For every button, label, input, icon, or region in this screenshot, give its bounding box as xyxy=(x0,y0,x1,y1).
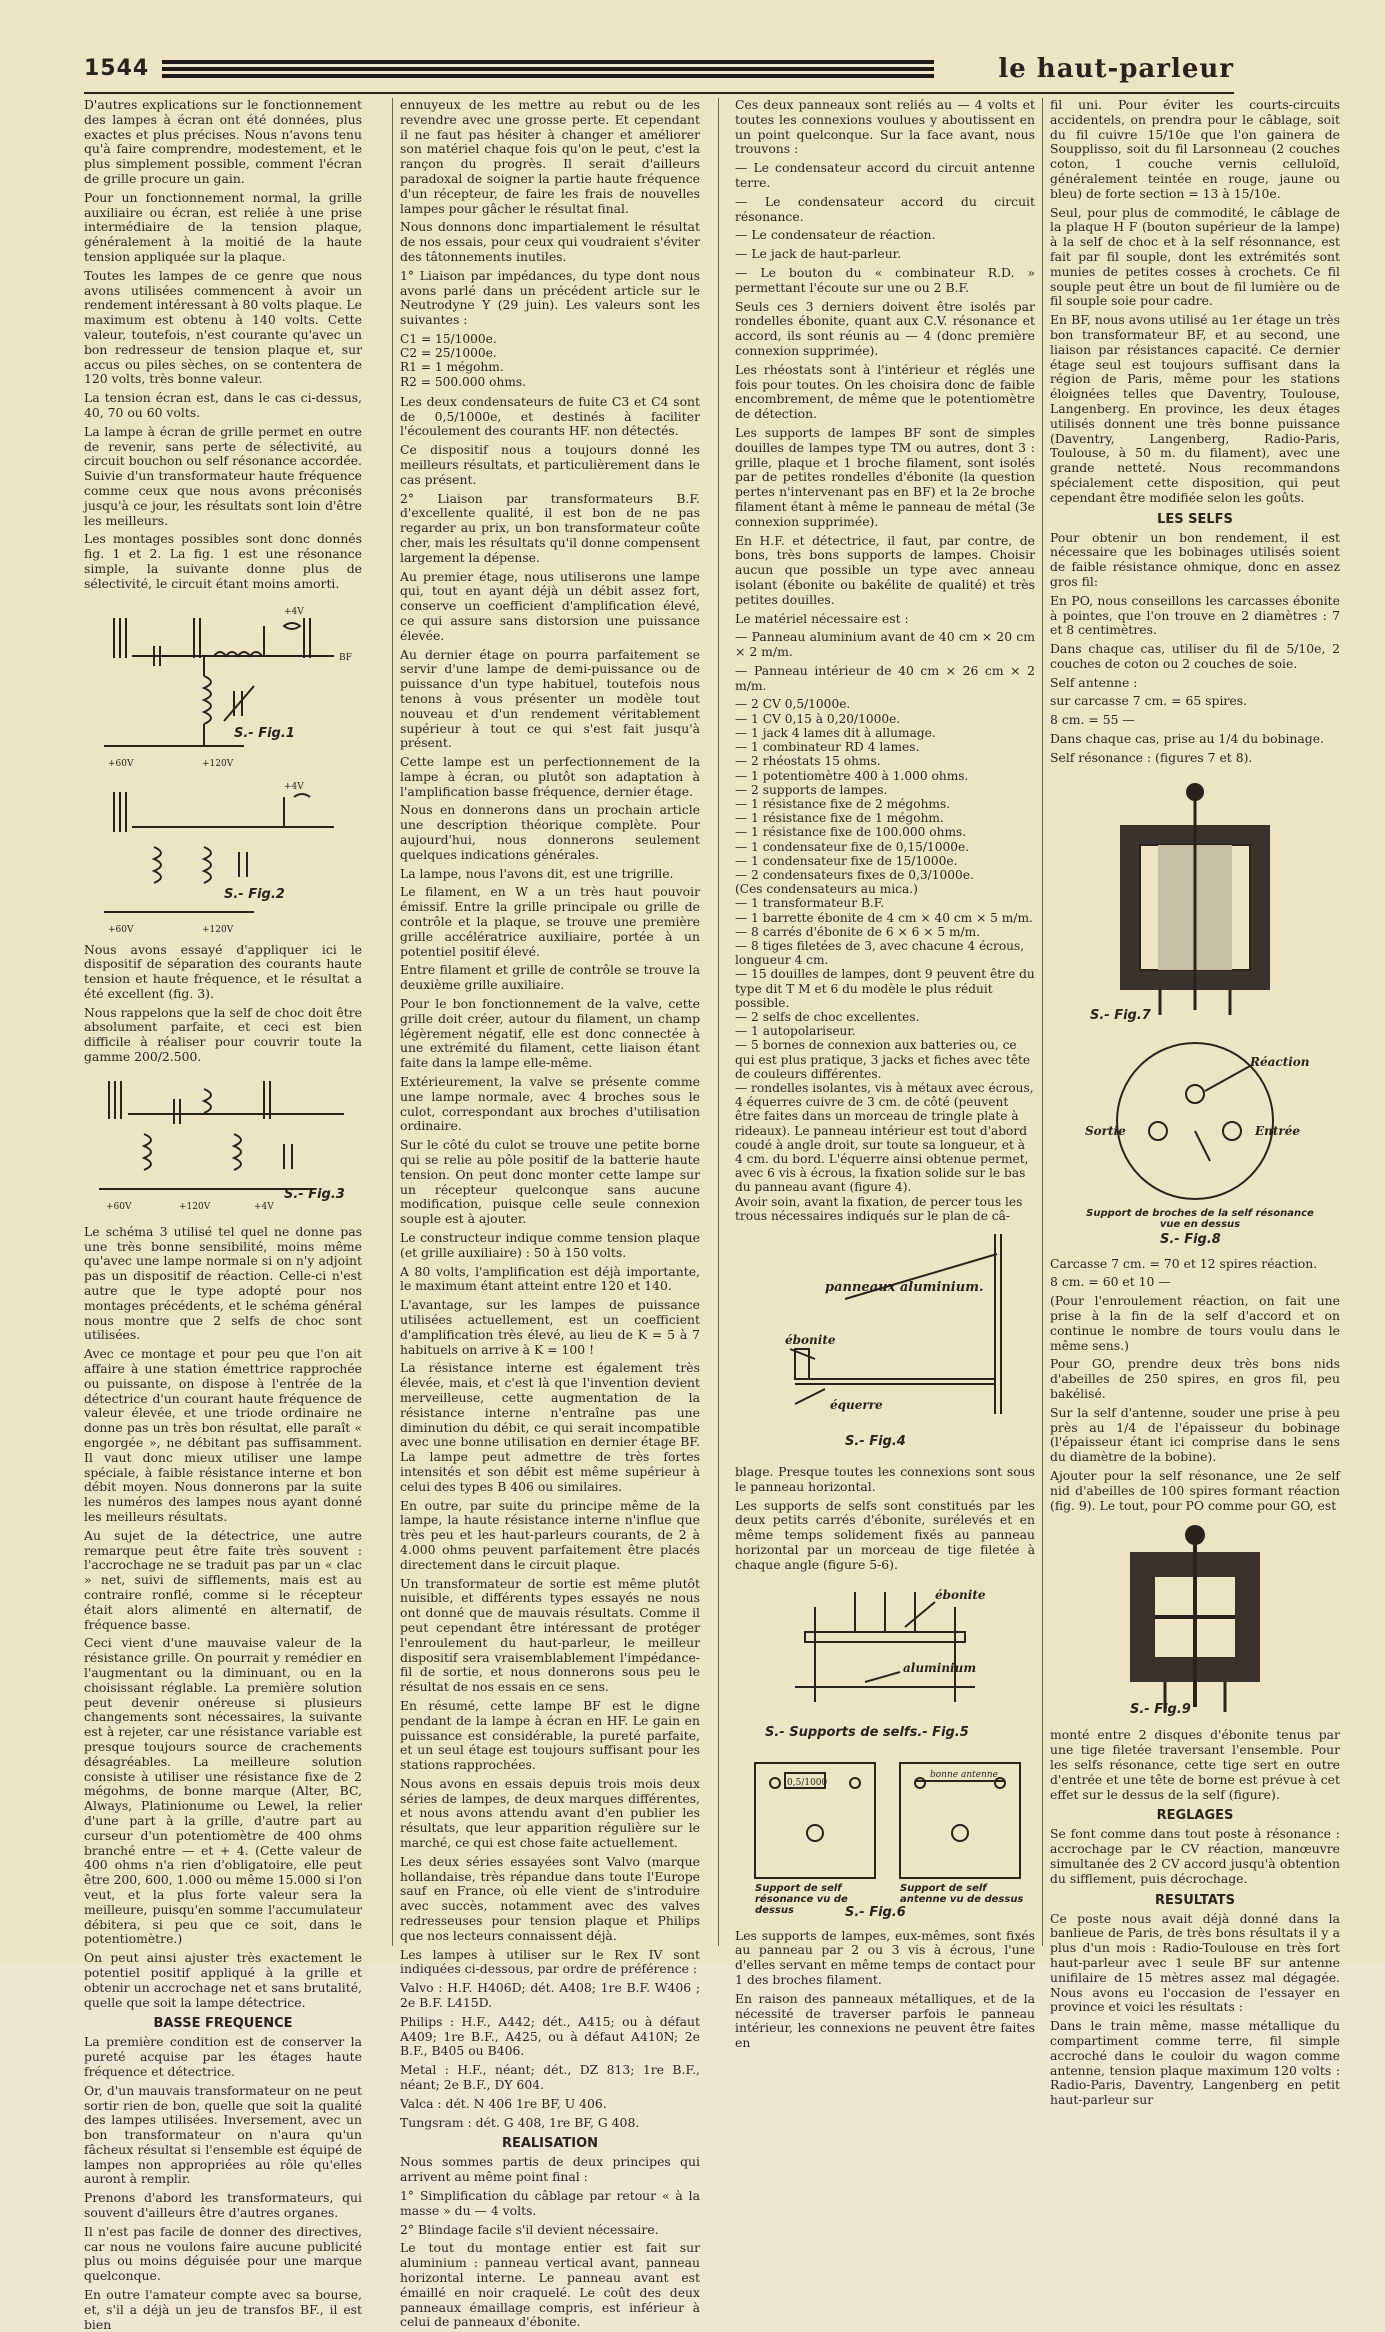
list-item: Avoir soin, avant la fixation, de percer tous les trous nécessaires indiqués sur le plan de câ- xyxy=(735,1194,1023,1223)
figure-label: équerre xyxy=(830,1398,883,1412)
figure-label: +60V xyxy=(106,1201,132,1212)
paragraph: Se font comme dans tout poste à résonance : accrochage par le CV réaction, manœuvre simultanée des 2 CV accord jusqu'à obtention du sifflement, puis décrochage. xyxy=(1050,1826,1340,1886)
paragraph: D'autres explications sur le fonctionnement des lampes à écran ont été données, plus exactes et plus précises. Nous n'avons tenu qu'à faire comprendre, modestement, et le plus simplement possible, comment l'écran de grille procure un gain. xyxy=(84,97,362,186)
paragraph: Nous rappelons que la self de choc doit être absolument parfaite, et ceci est bien difficile à réaliser pour couvrir toute la gamme 200/2.500. xyxy=(84,1004,362,1065)
figure-label: +4V xyxy=(254,1201,274,1212)
paragraph: Le matériel nécessaire est : xyxy=(735,610,909,626)
figure-1-schematic xyxy=(84,596,362,771)
list-item: — 1 barrette ébonite de 4 cm × 40 cm × 5 m/m. xyxy=(735,910,1033,925)
column-3 xyxy=(735,97,1035,2051)
list-item: — 15 douilles de lampes, dont 9 peuvent être du type dit T M et 6 du modèle le plus réduit possible. xyxy=(735,967,1035,1010)
paragraph: — Le condensateur accord du circuit résonance. xyxy=(735,193,1035,224)
paragraph: Sur le côté du culot se trouve une petite borne qui se relie au pôle positif de la batterie haute tension. On peut donc monter cette lampe sur un récepteur quelconque sans aucune modification, puisque celle seule connexion souple est à ajouter. xyxy=(400,1137,700,1227)
figure-label: aluminium xyxy=(903,1660,977,1675)
paragraph: — Le bouton du « combinateur R.D. » permettant l'écoute sur une ou 2 B.F. xyxy=(735,264,1035,295)
schematic-1-drawing xyxy=(84,596,362,771)
figure-label: ébonite xyxy=(935,1587,986,1602)
paragraph: Carcasse 7 cm. = 70 et 12 spires réaction. xyxy=(1050,1255,1318,1271)
paragraph: — Le jack de haut-parleur. xyxy=(735,246,902,262)
paragraph: Les supports de selfs sont constitués par les deux petits carrés d'ébonite, surélevés et en même temps solidement fixés au panneau horizontal par un morceau de tige filetée à chaque angle (figure 5-6). xyxy=(735,1497,1035,1572)
column-rule xyxy=(718,98,719,1946)
paragraph: sur carcasse 7 cm. = 65 spires. xyxy=(1050,693,1247,709)
figure-label: panneaux aluminium. xyxy=(825,1280,984,1295)
paragraph: Les deux condensateurs de fuite C3 et C4 sont de 0,5/1000e, et destinés à faciliter l'écoulement des courants HF. non détectés. xyxy=(400,393,700,439)
figure-label: Support de self résonance vu de dessus xyxy=(755,1882,848,1916)
paragraph: Seuls ces 3 derniers doivent être isolés par rondelles ébonite, quant aux C.V. résonance et accord, ils sont réunis au — 4 (donc première connexion supprimée). xyxy=(735,298,1035,358)
paragraph: Dans le train même, masse métallique du compartiment comme terre, fil simple accroché dans le couloir du wagon comme antenne, tension plaque maximum 120 volts : Radio-Paris, Daventry, Langenberg en petit haut-parleur sur xyxy=(1050,2018,1340,2108)
list-item: — 2 rhéostats 15 ohms. xyxy=(735,754,881,769)
figure-2-schematic xyxy=(84,777,362,937)
paragraph: La lampe, nous l'avons dit, est une trigrille. xyxy=(400,865,674,881)
list-item: — 2 condensateurs fixes de 0,3/1000e. xyxy=(735,867,974,882)
list-item: — 1 résistance fixe de 1 mégohm. xyxy=(735,811,944,826)
section-heading: REGLAGES xyxy=(1156,1808,1234,1824)
list-item: — 2 CV 0,5/1000e. xyxy=(735,697,851,712)
paragraph: Les lampes à utiliser sur le Rex IV sont indiquées ci-dessous, par ordre de préférence : xyxy=(400,1946,700,1977)
paragraph: (Pour l'enroulement réaction, on fait une prise à la fin de la self d'accord et on continue le nombre de tours voulu dans le même sens.) xyxy=(1050,1293,1340,1353)
paragraph: Philips : H.F., A442; dét., A415; ou à défaut A409; 1re B.F., A425, ou à défaut A410N; 2e B.F., B405 ou B406. xyxy=(400,2013,700,2059)
paragraph: Self antenne : xyxy=(1050,674,1138,690)
panel-drawing xyxy=(735,1229,1035,1459)
paragraph: Or, d'un mauvais transformateur on ne peut sortir rien de bon, quelle que soit la qualité des lampes utilisées. Inversement, avec un bon transformateur on n'aura qu'un fâcheux résultat si l'ensemble est équipé de lampes non appropriées au rôle qu'elles auront à remplir. xyxy=(84,2082,362,2187)
column-1 xyxy=(84,97,362,2332)
list-item: C2 = 25/1000e. xyxy=(400,346,497,361)
header-band xyxy=(162,60,934,80)
paragraph: Le constructeur indique comme tension plaque (et grille auxiliaire) : 50 à 150 volts. xyxy=(400,1230,700,1260)
paragraph: Ce dispositif nous a toujours donné les meilleurs résultats, et particulièrement dans le cas présent. xyxy=(400,442,700,487)
figure-label: +4V xyxy=(284,606,304,617)
figure-caption: S.- Fig.7 xyxy=(1090,1007,1151,1023)
paragraph: Les supports de lampes BF sont de simples douilles de lampes type TM ou autres, dont 3 : grille, plaque et 1 broche filament, sont isolés par de petites rondelles d'ébonite (la question pertes n'intervenant pas en BF) et la 2e broche filament étant à même le panneau de métal (3e connexion supprimée). xyxy=(735,424,1035,529)
paragraph: 8 cm. = 55 — xyxy=(1050,712,1135,728)
paragraph: — Panneau aluminium avant de 40 cm × 20 cm × 2 m/m. xyxy=(735,629,1035,660)
header-rule xyxy=(84,92,1234,94)
paragraph: En BF, nous avons utilisé au 1er étage un très bon transformateur BF, et au second, une liaison par résistances capacité. Ce dernier étage seul est toujours suffisant dans la région de Paris, même pour les stations éloignées telles que Daventry, Toulouse, Langenberg. En province, les deux étages utilisés donnent une très bonne puissance (Daventry, Langenberg, Radio-Paris, Toulouse, à 50 m. du filament), avec une grande netteté. Nous recommandons spécialement cette disposition, qui peut cependant être modifiée selon les goûts. xyxy=(1050,312,1340,505)
paragraph: Prenons d'abord les transformateurs, qui souvent d'ailleurs être d'autres organes. xyxy=(84,2190,362,2221)
paragraph: Nous donnons donc impartialement le résultat de nos essais, pour ceux qui voudraient s'éviter des tâtonnements inutiles. xyxy=(400,219,700,264)
paragraph: Pour un fonctionnement normal, la grille auxiliaire ou écran, est reliée à une prise intermédiaire de la tension plaque, généralement à la moitié de la haute tension appliquée sur la plaque. xyxy=(84,189,362,264)
paragraph: Dans chaque cas, utiliser du fil de 5/10e, 2 couches de coton ou 2 couches de soie. xyxy=(1050,641,1340,671)
paragraph: Nous sommes partis de deux principes qui arrivent au même point final : xyxy=(400,2154,700,2185)
list-item: R1 = 1 mégohm. xyxy=(400,360,504,375)
paragraph: Tungsram : dét. G 408, 1re BF, G 408. xyxy=(400,2114,640,2130)
list-item: (Ces condensateurs au mica.) xyxy=(735,882,918,897)
list-item: — 1 CV 0,15 à 0,20/1000e. xyxy=(735,711,901,726)
section-heading: REALISATION xyxy=(501,2136,599,2152)
figure-5-self-supports xyxy=(735,1577,1035,1747)
list-item: — 1 condensateur fixe de 0,15/1000e. xyxy=(735,839,970,854)
socket-diagram-drawing xyxy=(1050,1036,1340,1206)
figure-6-supports-top-view xyxy=(735,1753,1035,1923)
paragraph: L'avantage, sur les lampes de puissance utilisées actuellement, est un coefficient d'amplification très élevé, au lieu de K = 5 à 7 habituels on arrive à K = 100 ! xyxy=(400,1297,700,1357)
section-heading: LES SELFS xyxy=(1157,511,1233,527)
paragraph: Nous en donnerons dans un prochain article une description théorique complète. Pour aujourd'hui, nous donnerons seulement quelques indications générales. xyxy=(400,802,700,862)
paragraph: Cette lampe est un perfectionnement de la lampe à écran, ou plutôt son adaptation à l'amplification basse fréquence, dernier étage. xyxy=(400,754,700,799)
list-item: — 1 condensateur fixe de 15/1000e. xyxy=(735,853,958,868)
paragraph: Au sujet de la détectrice, une autre remarque peut être faite très souvent : l'accrochage ne se traduit pas par un « clac » net, suivi de sifflements, mais est au contraire ronflé, comme si le récepteur était alors alimenté en alternatif, de fréquence basse. xyxy=(84,1527,362,1632)
component-values xyxy=(400,332,700,389)
paragraph: Entre filament et grille de contrôle se trouve la deuxième grille auxiliaire. xyxy=(400,962,700,993)
paragraph: 1° Simplification du câblage par retour « à la masse » du — 4 volts. xyxy=(400,2188,700,2218)
figure-caption: S.- Fig.8 xyxy=(1160,1231,1221,1247)
magazine-title: le haut-parleur xyxy=(998,54,1234,84)
list-item: — 1 résistance fixe de 100.000 ohms. xyxy=(735,825,967,840)
list-item: C1 = 15/1000e. xyxy=(400,331,497,346)
paragraph: Avec ce montage et pour peu que l'on ait affaire à une station émettrice rapprochée ou puissante, on dispose à l'entrée de la détectrice d'un courant haute fréquence de valeur élevée, et une triode ordinaire ne donne pas un très bon résultat, elle paraît « engorgée », ne débitant pas suffisamment. Il vaut donc mieux utiliser une lampe spéciale, à faible résistance interne et bon débit moyen. Nous donnerons par la suite les numéros des lampes nous ayant donné les meilleurs résultats. xyxy=(84,1346,362,1525)
figure-label: Réaction xyxy=(1250,1054,1310,1069)
figure-caption: S.- Fig.2 xyxy=(224,886,285,902)
paragraph: blage. Presque toutes les connexions sont sous le panneau horizontal. xyxy=(735,1464,1035,1494)
paragraph: Ceci vient d'une mauvaise valeur de la résistance grille. On pourrait y remédier en l'augmentant ou la diminuant, ou en la choisissant réglable. La première solution peut devenir onéreuse si plusieurs changements sont nécessaires, la suivante est à rejeter, car une résistance variable est presque toujours source de crachements désagréables. La meilleure solution consiste à utiliser une résistance fixe de 2 mégohms, de bonne marque (Alter, BC, Always, Platinionume ou Lewel, la relier d'une part à la grille, d'autre part au curseur d'un potentiomètre de 400 ohms branché entre — et + 4. (Cette valeur de 400 ohms n'a rien d'obligatoire, elle peut être 200, 600, 1.000 ou même 15.000 si l'on veut, et la plus forte valeur sera la meilleure, puisqu'en somme l'accumulateur débitera, si peu que ce soit, dans le potentiomètre.) xyxy=(84,1635,362,1947)
paragraph: Valca : dét. N 406 1re BF, U 406. xyxy=(400,2095,607,2111)
paragraph: 1° Liaison par impédances, du type dont nous avons parlé dans un précédent article sur le Neutrodyne Y (29 juin). Les valeurs sont les suivantes : xyxy=(400,267,700,328)
supports-top-view-drawing xyxy=(735,1753,1035,1883)
paragraph: — Le condensateur de réaction. xyxy=(735,227,936,243)
figure-label: Support de broches de la self résonance vue en dessus xyxy=(1086,1207,1314,1230)
paragraph: 8 cm. = 60 et 10 — xyxy=(1050,1274,1171,1290)
figure-label: Sortie xyxy=(1085,1123,1126,1138)
list-item: — 8 tiges filetées de 3, avec chacune 4 écrous, longueur 4 cm. xyxy=(735,938,1025,968)
column-4 xyxy=(1050,97,1340,2108)
honeycomb-coil-drawing xyxy=(1050,1517,1340,1722)
paragraph: Les rhéostats sont à l'intérieur et réglés une fois pour toutes. On les choisira donc de faible encombrement, de même que le potentiomètre de détection. xyxy=(735,361,1035,422)
paragraph: Seul, pour plus de commodité, le câblage de la plaque H F (bouton supérieur de la lampe) à la self de choc et à la self résonnance, est fait par fil souple, dont les extrémités sont munies de petites cosses à crochets. Ce fil souple peut être un bout de fil lumière ou de fil souple soie pour cadre. xyxy=(1050,204,1340,309)
paragraph: Ce poste nous avait déjà donné dans la banlieue de Paris, de très bons résultats il y a plus d'un mois : Radio-Toulouse en très fort haut-parleur avec 1 seule BF sur antenne unifilaire de 15 mètres assez mal dégagée. Nous avons eu l'occasion de l'essayer en province et voici les résultats : xyxy=(1050,1910,1340,2015)
paragraph: Pour GO, prendre deux très bons nids d'abeilles de 250 spires, en gros fil, peu bakélisé. xyxy=(1050,1356,1340,1402)
figure-3-schematic xyxy=(84,1069,362,1219)
paragraph: Ces deux panneaux sont reliés au — 4 volts et toutes les connexions voulues y aboutissent en un point quelconque. Sur la face avant, nous trouvons : xyxy=(735,97,1035,157)
figure-label: +4V xyxy=(284,781,304,792)
paragraph: 2° Blindage facile s'il devient nécessaire. xyxy=(400,2221,659,2237)
paragraph: fil uni. Pour éviter les courts-circuits accidentels, on prendra pour le câblage, soit du fil cuivre 15/10e que l'on gainera de Soupplisso, soit du fil Larsonneau (2 couches coton, 1 couche vernis celluloïd, généralement teintée en rouge, jaune ou bleu) de forte section = 13 à 15/10e. xyxy=(1050,97,1340,201)
paragraph: Ajouter pour la self résonance, une 2e self nid d'abeilles de 100 spires formant réaction (fig. 9). Le tout, pour PO comme pour GO, est xyxy=(1050,1468,1340,1513)
figure-label: Entrée xyxy=(1255,1123,1301,1138)
paragraph: Les deux séries essayées sont Valvo (marque hollandaise, très répandue dans toute l'Europe sauf en France, où elle vient de s'introduire avec succès, notamment avec des valves redresseuses pour tension plaque et Philips que nos lecteurs connaissent déjà. xyxy=(400,1853,700,1943)
paragraph: Self résonance : (figures 7 et 8). xyxy=(1050,749,1253,765)
figure-caption: S.- Fig.3 xyxy=(284,1186,345,1202)
figure-caption: S.- Supports de selfs.- Fig.5 xyxy=(765,1724,969,1740)
section-heading: RESULTATS xyxy=(1154,1892,1236,1908)
paragraph: Il n'est pas facile de donner des directives, car nous ne voulons faire aucune publicité plus ou moins déguisée pour une marque quelconque. xyxy=(84,2223,362,2284)
paragraph: Au premier étage, nous utiliserons une lampe qui, tout en ayant déjà un débit assez fort, conserve un coefficient d'amplification élevé, ce qui assure sans distorsion une puissance élevée. xyxy=(400,568,700,643)
figure-caption: S.- Fig.4 xyxy=(845,1434,906,1449)
paragraph: — Le condensateur accord du circuit antenne terre. xyxy=(735,160,1035,190)
paragraph: La première condition est de conserver la pureté acquise par les étages haute fréquence et détectrice. xyxy=(84,2034,362,2079)
column-rule xyxy=(392,98,393,1946)
paragraph: En outre, par suite du principe même de la lampe, la haute résistance interne n'influe que très peu et les haut-parleurs courants, de 2 à 4.000 ohms peuvent parfaitement être placés directement dans le circuit plaque. xyxy=(400,1497,700,1572)
list-item: R2 = 500.000 ohms. xyxy=(400,374,527,389)
paragraph: On peut ainsi ajuster très exactement le potentiel positif appliqué à la grille et obtenir un accrochage net et sans brutalité, quelle que soit la lampe détectrice. xyxy=(84,1950,362,2010)
paragraph: Le tout du montage entier est fait sur aluminium : panneau vertical avant, panneau horizontal interne. Le panneau avant est émaillé en noir craquelé. Le coût des deux panneaux émaillage compris, est inférieur à celui de panneaux d'ébonite. xyxy=(400,2240,700,2330)
figure-label: +120V xyxy=(202,924,234,935)
paragraph: Toutes les lampes de ce genre que nous avons utilisées commencent à avoir un rendement intéressant à 80 volts plaque. Le maximum est obtenu à 140 volts. Cette valeur, toutefois, n'est courante qu'avec un bon redresseur de tension plaque et, sur accus ou piles sèches, on se contentera de 120 volts, très bonne valeur. xyxy=(84,267,362,387)
paragraph: Valvo : H.F. H406D; dét. A408; 1re B.F. W406 ; 2e B.F. L415D. xyxy=(400,1980,700,2011)
paragraph: 2° Liaison par transformateurs B.F. d'excellente qualité, il est bon de ne pas regarder au prix, un bon transformateur coûte cher, mais les résultats qu'il donne compensent largement la dépense. xyxy=(400,490,700,565)
list-item: — 1 jack 4 lames dit à allumage. xyxy=(735,725,936,740)
list-item: — 1 transformateur B.F. xyxy=(735,896,885,911)
figure-label: bonne antenne xyxy=(930,1769,998,1780)
schematic-2-drawing xyxy=(84,777,362,937)
paragraph: Nous avons en essais depuis trois mois deux séries de lampes, de deux marques différentes, et nous avons attendu avant d'en publier les résultats, que leur apparition régulière sur le marché, ce qui est chose faite actuellement. xyxy=(400,1775,700,1851)
figure-7-coil-photo xyxy=(1050,770,1340,1030)
coil-photo-drawing xyxy=(1050,770,1340,1030)
figure-9-coil-photo xyxy=(1050,1517,1340,1722)
figure-caption: S.- Fig.1 xyxy=(234,725,295,741)
paragraph: En outre l'amateur compte avec sa bourse, et, s'il a déjà un jeu de transfos BF., il est bien xyxy=(84,2287,362,2332)
paragraph: monté entre 2 disques d'ébonite tenus par une tige filetée traversant l'ensemble. Pour les selfs résonance, cette tige sert en outre d'entrée et une tête de borne est prévue à cet effet sur le dessus de la self (figure). xyxy=(1050,1727,1340,1802)
figure-label: +120V xyxy=(179,1201,211,1212)
paragraph: — Panneau intérieur de 40 cm × 26 cm × 2 m/m. xyxy=(735,662,1035,693)
figure-label: ébonite xyxy=(785,1333,836,1347)
page-header xyxy=(84,54,1234,88)
paragraph: Extérieurement, la valve se présente comme une lampe normale, avec 4 broches sous le culot, correspondant aux broches d'utilisation ordinaire. xyxy=(400,1074,700,1134)
paragraph: La tension écran est, dans le cas ci-dessus, 40, 70 ou 60 volts. xyxy=(84,390,362,420)
figure-label: +120V xyxy=(202,758,234,769)
section-heading: BASSE FREQUENCE xyxy=(153,2016,293,2032)
paragraph: En raison des panneaux métalliques, et de la nécessité de traverser parfois le panneau intérieur, les connexions ne peuvent être faites en xyxy=(735,1990,1035,2051)
paragraph: Au dernier étage on pourra parfaitement se servir d'une lampe de demi-puissance ou de puissance d'un type habituel, toutefois nous tenons à vous présenter un modèle tout nouveau et d'un rendement véritablement supérieur à tout ce qui s'est fait jusqu'à présent. xyxy=(400,646,700,751)
paragraph: La lampe à écran de grille permet en outre de revenir, sans perte de sélectivité, au circuit bouchon ou self résonance accordée. Suivie d'un transformateur haute fréquence comme ceux que nous avons préconisés jusqu'à ce jour, les résultats sont loin d'être les meilleurs. xyxy=(84,423,362,528)
paragraph: En PO, nous conseillons les carcasses ébonite à pointes, que l'on trouve en 2 diamètres : 7 et 8 centimètres. xyxy=(1050,592,1340,638)
paragraph: Pour obtenir un bon rendement, il est nécessaire que les bobinages utilisés soient de faible résistance ohmique, donc en assez gros fil: xyxy=(1050,529,1340,589)
paragraph: Metal : H.F., néant; dét., DZ 813; 1re B.F., néant; 2e B.F., DY 604. xyxy=(400,2062,700,2093)
page-number: 1544 xyxy=(84,56,150,81)
column-2 xyxy=(400,97,700,2330)
list-item: — 5 bornes de connexion aux batteries ou, ce qui est plus pratique, 3 jacks et fiches avec tête de couleurs différentes. xyxy=(735,1038,1031,1081)
paragraph: Dans chaque cas, prise au 1/4 du bobinage. xyxy=(1050,731,1324,747)
materials-list xyxy=(735,697,1035,1223)
paragraph: ennuyeux de les mettre au rebut ou de les revendre avec une grosse perte. Et cependant il ne faut pas hésiter à changer et améliorer son matériel chaque fois qu'on le peut, c'est la rançon du progrès. Il serait d'ailleurs paradoxal de soigner la partie haute fréquence d'un récepteur, de faire les frais de nouvelles lampes pour gâcher le résultat final. xyxy=(400,97,700,216)
paragraph: La résistance interne est également très élevée, mais, et c'est là que l'invention devient merveilleuse, cette augmentation de la résistance interne n'entraîne pas une diminution du débit, ce qui serait incompatible avec une bonne utilisation en dernier étage BF. La lampe peut admettre de très fortes intensités et son débit est même supérieur à celui des types B 406 ou similaires. xyxy=(400,1360,700,1494)
paragraph: Le schéma 3 utilisé tel quel ne donne pas une très bonne sensibilité, moins même qu'avec une lampe normale si on n'y adjoint pas un dispositif de réaction. Celle-ci n'est autre que le type adopté pour nos montages précédents, et le schéma général nous montre que 2 selfs de choc sont utilisées. xyxy=(84,1223,362,1343)
paragraph: Les montages possibles sont donc donnés fig. 1 et 2. La fig. 1 est une résonance simple, la suivante donne plus de sélectivité, le circuit étant moins amorti. xyxy=(84,531,362,591)
figure-4-panel-drawing xyxy=(735,1229,1035,1459)
figure-8-socket-diagram xyxy=(1050,1036,1340,1251)
figure-label: +60V xyxy=(108,758,134,769)
list-item: — 8 carrés d'ébonite de 6 × 6 × 5 m/m. xyxy=(735,924,981,939)
self-supports-drawing xyxy=(735,1577,1035,1747)
column-rule xyxy=(1042,98,1043,1946)
figure-caption: S.- Fig.9 xyxy=(1130,1702,1191,1718)
paragraph: Sur la self d'antenne, souder une prise à peu près au 1/4 de l'épaisseur du bobinage (l'épaisseur étant ici comprise dans le sens du diamètre de la bobine). xyxy=(1050,1404,1340,1465)
paragraph: Nous avons essayé d'appliquer ici le dispositif de séparation des courants haute tension et haute fréquence, et le résultat a été excellent (fig. 3). xyxy=(84,941,362,1001)
list-item: — 1 autopolariseur. xyxy=(735,1024,856,1039)
paragraph: Les supports de lampes, eux-mêmes, sont fixés au panneau par 2 ou 3 vis à écrous, l'une d'elles servant en même temps de contact pour 1 des broches filament. xyxy=(735,1927,1035,1987)
figure-label: +60V xyxy=(108,924,134,935)
paragraph: Le filament, en W a un très haut pouvoir émissif. Entre la grille principale ou grille de contrôle et la plaque, se trouve une première grille accélératrice auxiliaire, portée à un potentiel positif élevé. xyxy=(400,884,700,959)
paragraph: En résumé, cette lampe BF est le digne pendant de la lampe à écran en HF. Le gain en puissance est considérable, la pureté parfaite, et un seul étage est toujours suffisant pour les stations rapprochées. xyxy=(400,1697,700,1773)
figure-label: BF xyxy=(339,652,352,663)
list-item: — 1 combinateur RD 4 lames. xyxy=(735,740,920,755)
list-item: — 2 supports de lampes. xyxy=(735,782,888,797)
paragraph: Pour le bon fonctionnement de la valve, cette grille doit créer, autour du filament, un champ légèrement négatif, elle est donc connectée à une extrémité du filament, cette liaison étant faite dans la lampe elle-même. xyxy=(400,996,700,1071)
figure-label: 0,5/1000 xyxy=(787,1777,828,1788)
list-item: — rondelles isolantes, vis à métaux avec écrous, 4 équerres cuivre de 3 cm. de côté (peuvent être faites dans un morceau de tringle plate à rideaux). Le panneau intérieur est tout d'abord coudé à angle droit, sur toute sa longueur, et à 4 cm. du bord. L'équerre ainsi obtenue permet, avec 6 vis à écrous, la fixation solide sur le bas du panneau avant (figure 4). xyxy=(735,1080,1034,1195)
figure-caption: S.- Fig.6 xyxy=(845,1904,906,1920)
list-item: — 1 résistance fixe de 2 mégohms. xyxy=(735,796,951,811)
list-item: — 2 selfs de choc excellentes. xyxy=(735,1009,920,1024)
figure-label: Support de self antenne vu de dessus xyxy=(900,1882,1024,1905)
list-item: — 1 potentiomètre 400 à 1.000 ohms. xyxy=(735,768,969,783)
paragraph: Un transformateur de sortie est même plutôt nuisible, et différents types essayés ne nous ont donné que de mauvais résultats. Comme il peut cependant être intéressant de protéger l'enroulement du haut-parleur, le meilleur dispositif sera vraisemblablement l'impédance-fil de sortie, et nous donnerons sous peu le résultat de nos essais en ce sens. xyxy=(400,1575,700,1695)
paragraph: A 80 volts, l'amplification est déjà importante, le maximum étant atteint entre 120 et 140. xyxy=(400,1263,700,1294)
paragraph: En H.F. et détectrice, il faut, par contre, de bons, très bons supports de lampes. Choisir aucun que possible un type avec anneau isolant (ébonite ou bakélite de qualité) et très petites douilles. xyxy=(735,532,1035,607)
